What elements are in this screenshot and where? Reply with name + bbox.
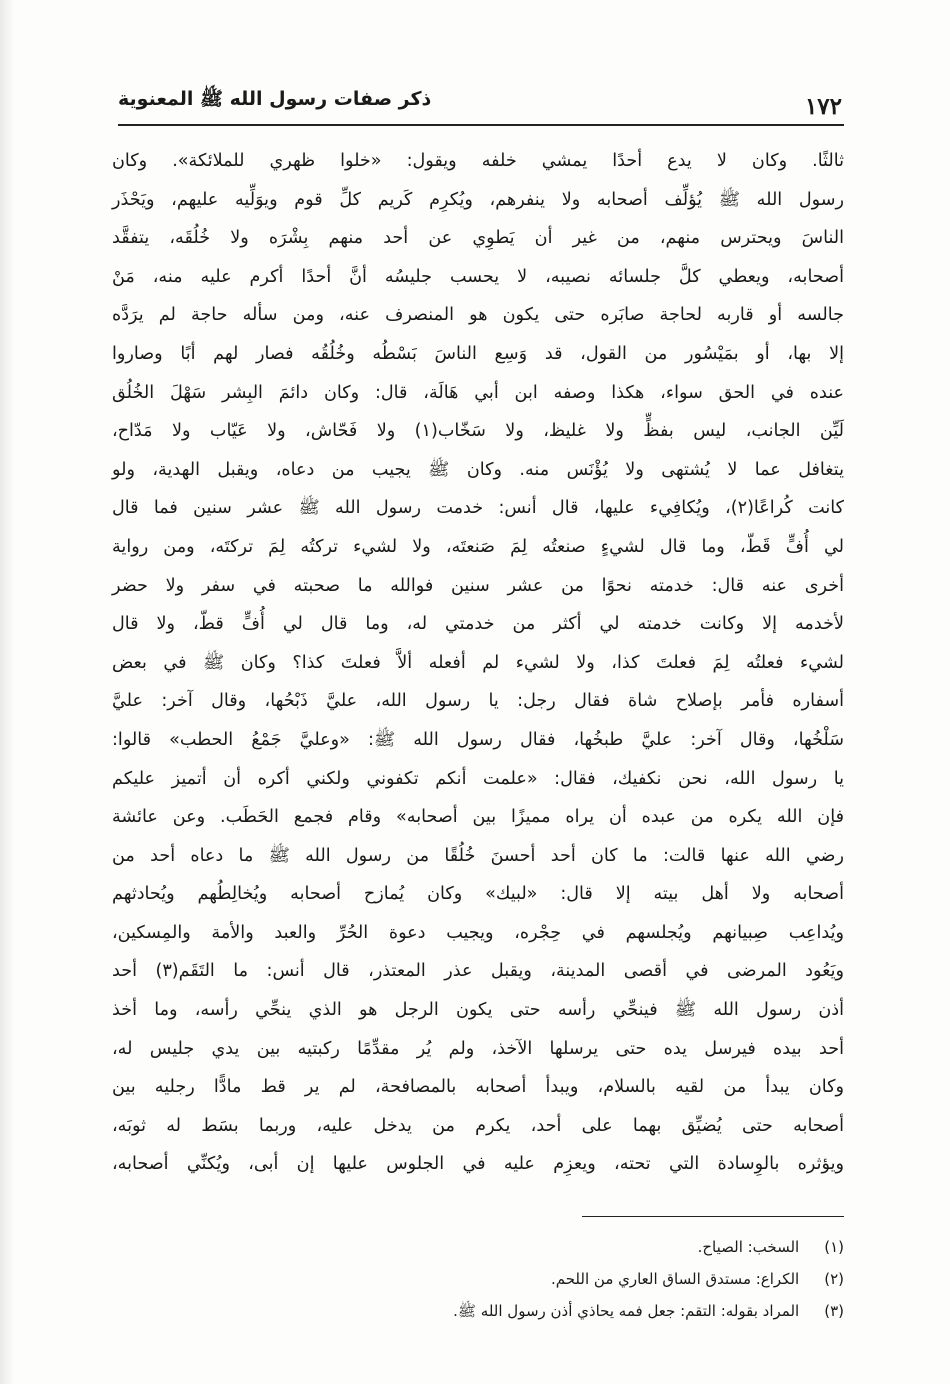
footnote-number: (١) (824, 1238, 844, 1256)
footnote-text: المراد بقوله: التقم: جعل فمه يحاذي أذن رسول الله ﷺ. (453, 1302, 800, 1320)
text-line: أصحابه ولا أهل بيته إلا قال: «لبيك» وكان يُمازح أصحابه ويُخالِطُهم ويُحادثهم (112, 884, 844, 905)
page-header (118, 82, 842, 120)
text-line: وكان يبدأ من لقيه بالسلام، ويبدأ أصحابه بالمصافحة، لم ير قط مادًّا رجليه بين (112, 1077, 844, 1098)
footnote-number: (٣) (824, 1302, 844, 1320)
text-line: ويَعُود المرضى في أقصى المدينة، ويقبل عذر المعتذر، قال أنس: ما التَقَم(٣) أحد (112, 961, 844, 982)
text-line: رضي الله عنها قالت: ما كان أحد أحسنَ خُلُقًا من رسول الله ﷺ ما دعاه أحد من (112, 845, 844, 866)
text-line: أسفاره فأمر بإصلاح شاة فقال رجل: يا رسول الله، عليَّ ذَبْحُها، وقال آخر: عليَّ (112, 691, 844, 712)
footnote-3 (144, 1295, 844, 1327)
text-line: عنده في الحق سواء، هكذا وصفه ابن أبي هَالَة، قال: وكان دائمَ البِشر سَهْلَ الخُلُق (112, 382, 844, 403)
footnote-text: الكراع: مستدق الساق العاري من اللحم. (551, 1270, 800, 1288)
scan-shadow-edge (0, 0, 14, 1384)
footnote-2 (144, 1263, 844, 1295)
footnote-text: السخب: الصياح. (697, 1238, 800, 1256)
text-line: أحد بيده فيرسل يده حتى يرسلها الآخذ، ولم يُر مقدِّمًا ركبتيه بين يدي جليس له، (112, 1038, 844, 1059)
text-line: ويُداعِب صِبيانهم ويُجلسهم في حِجْره، ويجيب دعوة الحُرِّ والعبد والأمة والمِسكين، (112, 922, 844, 943)
footnotes (144, 1231, 844, 1327)
text-line: لشيء فعلتُه لِمَ فعلتَ كذا، ولا لشيء لم أفعله ألاَّ فعلتَ كذا؟ وكان ﷺ في بعض (112, 652, 844, 673)
running-title: ذكر صفات رسول الله ﷺ المعنوية (118, 88, 432, 110)
text-line: أخرى عنه قال: خدمته نحوًا من عشر سنين فوالله ما صحبته في سفر ولا حضر (112, 575, 844, 596)
page-number: ١٧٢ (804, 93, 842, 120)
text-line: سَلْخُها، وقال آخر: عليَّ طبخُها، فقال رسول الله ﷺ: «وعليَّ جَمْعُ الحطب» قالوا: (112, 729, 844, 750)
text-line: الناسَ ويحترس منهم، من غير أن يَطوِي عن أحد منهم بِشْرَه ولا خُلُقَه، يتفقَّد (112, 228, 844, 249)
text-line: أصحابه، ويعطي كلَّ جلسائه نصيبه، لا يحسب جليسُه أنَّ أحدًا أكرم عليه منه، مَنْ (112, 266, 844, 287)
text-line: لي أُفٍّ قَطّ، وما قال لشيءٍ صنعتُه لِمَ صَنعتَه، ولا لشيء تركتُه لِمَ تركتَه، ومن رواية (112, 536, 844, 557)
text-line: جالسه أو قاربه لحاجة صابَره حتى يكون هو المنصرف عنه، ومن سأله حاجة لم يرَدَّه (112, 305, 844, 326)
text-line: أذن رسول الله ﷺ فينحِّي رأسه حتى يكون الرجل هو الذي ينحِّي رأسه، وما أخذ (112, 1000, 844, 1021)
footnote-1 (144, 1231, 844, 1263)
text-line: فإن الله يكره من عبده أن يراه مميزًا بين أصحابه» وقام فجمع الحَطَب. وعن عائشة (112, 807, 844, 828)
text-line: إلا بها، أو بمَيْسُور من القول، قد وَسِع الناسَ بَسْطُه وخُلُقُه فصار لهم أبًا وصاروا (112, 343, 844, 364)
text-line: لأخدمه إلا وكانت خدمته لي أكثر من خدمتي له، وما قال لي أُفٍّ قطّ، ولا قال (112, 614, 844, 635)
text-line: رسول الله ﷺ يُؤلِّف أصحابه ولا ينفرهم، ويُكرِم كَريم كلِّ قوم ويوَلِّيه عليهم، ويَحْذَر (112, 189, 844, 210)
text-line: يتغافل عما لا يُشتهى ولا يُؤْنَس منه. وكان ﷺ يجيب من دعاه، ويقبل الهدية، ولو (112, 459, 844, 480)
text-line: يا رسول الله، نحن نكفيك، فقال: «علمت أنكم تكفوني ولكني أكره أن أتميز عليكم (112, 768, 844, 789)
text-line: كانت كُراعًا(٢)، ويُكافِيء عليها، قال أنس: خدمت رسول الله ﷺ عشر سنين فما قال (112, 498, 844, 519)
text-line: ثالثًا. وكان لا يدع أحدًا يمشي خلفه ويقول: «خلوا ظهري للملائكة». وكان (112, 151, 844, 171)
header-rule (118, 124, 844, 126)
text-line: ويؤثره بالوِسادة التي تحته، ويعزِم عليه في الجلوس عليها إن أبى، ويُكنِّي أصحابه، (112, 1154, 844, 1175)
footnote-number: (٢) (824, 1270, 844, 1288)
text-line: أصحابه حتى يُضيِّق بهما على أحد، يكرم من يدخل عليه، وربما بسَط له ثوبَه، (112, 1115, 844, 1136)
main-text (112, 142, 844, 1184)
footnote-rule (582, 1216, 844, 1217)
text-line: لَيِّن الجانب، ليس بفظٍّ ولا غليظ، ولا سَخّاب(١) ولا فَحّاش، ولا عَيّاب ولا مَدّاح، (112, 421, 844, 442)
